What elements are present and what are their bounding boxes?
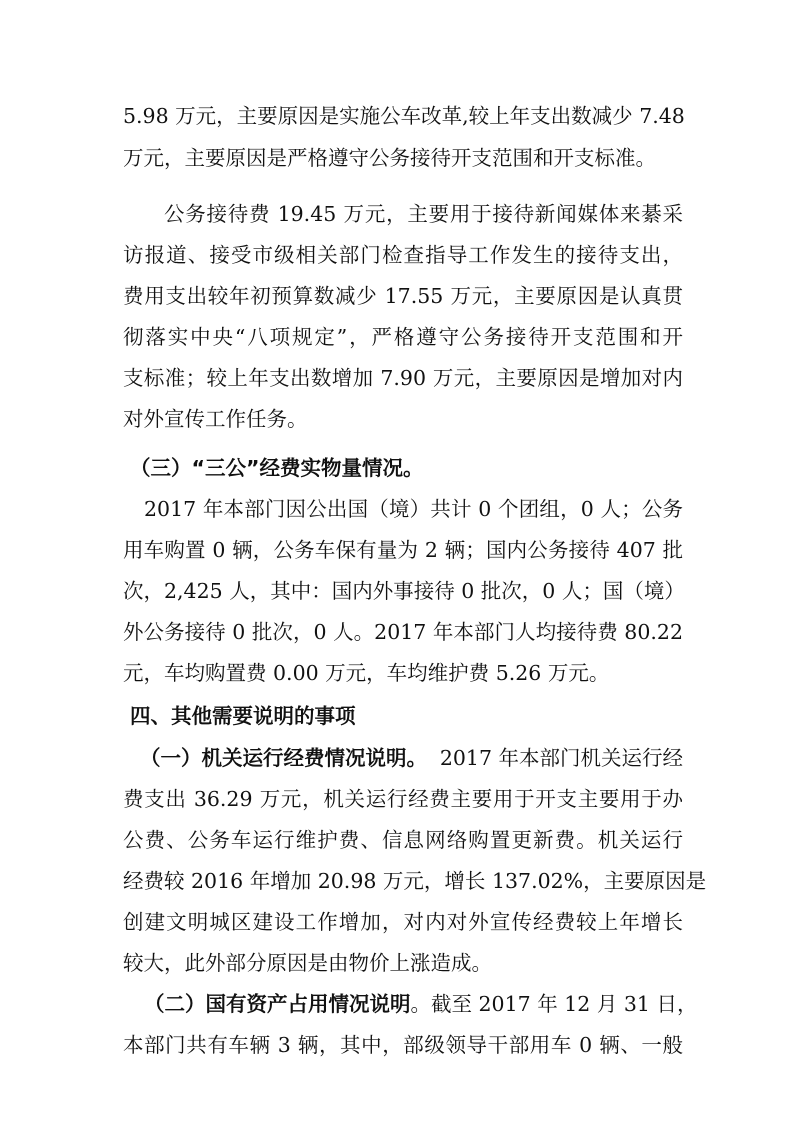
text-line: 次，2,425 人，其中：国内外事接待 0 批次，0 人；国（境） xyxy=(123,579,685,603)
text-line: 费用支出较年初预算数减少 17.55 万元，主要原因是认真贯 xyxy=(123,284,683,308)
section-heading: （三）“三公”经费实物量情况。 xyxy=(130,456,424,480)
text-line: 公费、公务车运行维护费、信息网络购置更新费。机关运行 xyxy=(123,828,683,852)
text-line: 支标准；较上年支出数增加 7.90 万元，主要原因是增加对内 xyxy=(123,366,683,390)
text-line: 外公务接待 0 批次，0 人。2017 年本部门人均接待费 80.22 xyxy=(123,620,683,644)
section-heading: 四、其他需要说明的事项 xyxy=(130,704,356,728)
subsection-lead: （二）国有资产占用情况说明 xyxy=(144,992,411,1016)
text-line: 2017 年本部门因公出国（境）共计 0 个团组，0 人；公务 xyxy=(144,497,683,521)
text-fragment: 2017 年本部门机关运行经 xyxy=(439,746,683,770)
text-line: 万元，主要原因是严格遵守公务接待开支范围和开支标准。 xyxy=(123,146,656,170)
subsection-lead: （一）机关运行经费情况说明。 xyxy=(140,746,427,770)
text-line: 费支出 36.29 万元，机关运行经费主要用于开支主要用于办 xyxy=(123,787,683,811)
text-line: 创建文明城区建设工作增加，对内对外宣传经费较上年增长 xyxy=(123,910,683,934)
text-line xyxy=(140,743,683,773)
text-line: 公务接待费 19.45 万元，主要用于接待新闻媒体来綦采 xyxy=(164,202,683,226)
text-line: 对外宣传工作任务。 xyxy=(123,407,308,431)
text-line: 用车购置 0 辆，公务车保有量为 2 辆；国内公务接待 407 批 xyxy=(123,538,683,562)
text-fragment: 。截至 2017 年 12 月 31 日， xyxy=(410,992,698,1016)
text-line: 5.98 万元，主要原因是实施公车改革,较上年支出数减少 7.48 xyxy=(123,104,685,128)
text-line: 元，车均购置费 0.00 万元，车均维护费 5.26 万元。 xyxy=(123,661,610,685)
text-line xyxy=(144,989,698,1019)
text-line: 较大，此外部分原因是由物价上涨造成。 xyxy=(123,951,492,975)
text-line: 本部门共有车辆 3 辆，其中，部级领导干部用车 0 辆、一般 xyxy=(123,1033,683,1057)
text-line: 访报道、接受市级相关部门检查指导工作发生的接待支出， xyxy=(123,243,683,267)
text-line: 经费较 2016 年增加 20.98 万元，增长 137.02%，主要原因是 xyxy=(123,869,707,893)
text-line: 彻落实中央“八项规定”，严格遵守公务接待开支范围和开 xyxy=(123,325,683,349)
